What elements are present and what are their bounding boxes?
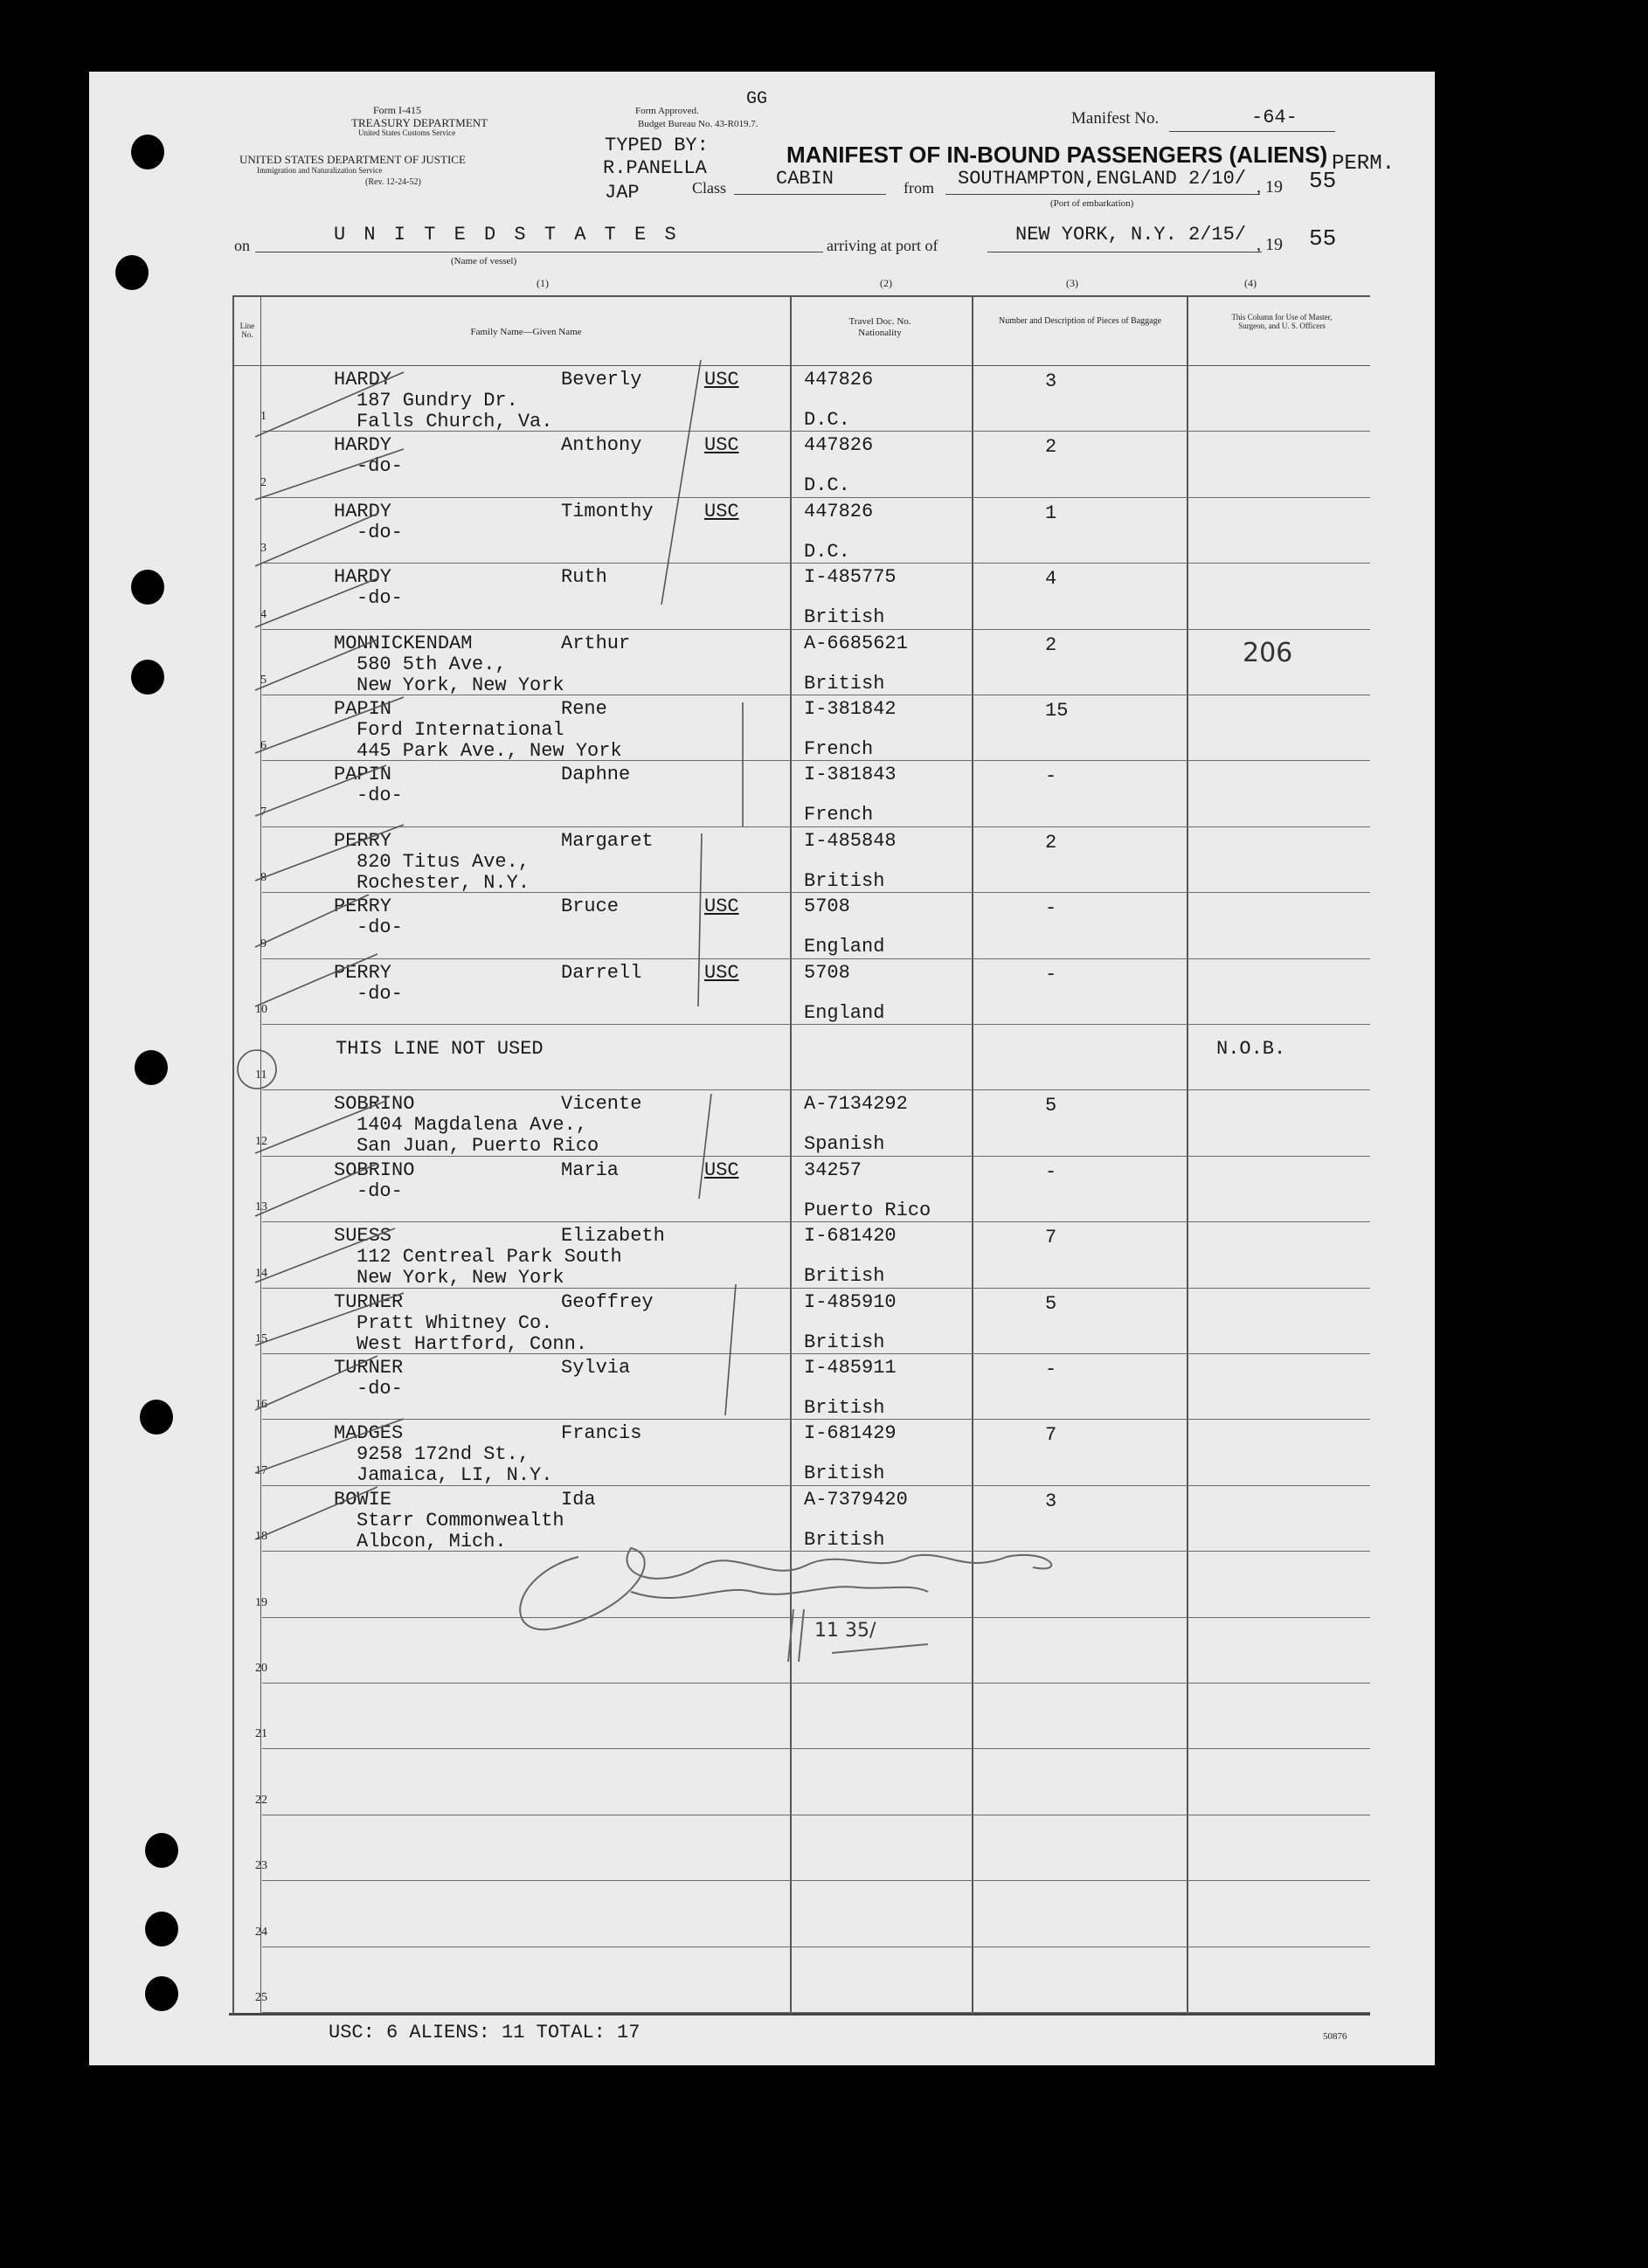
baggage-header: Number and Description of Pieces of Baggage <box>998 316 1162 326</box>
travel-doc-no: 34257 <box>804 1158 862 1181</box>
family-name: PAPIN <box>334 764 392 786</box>
manifest-number: -64- <box>1251 107 1298 128</box>
travel-doc-no: I-381843 <box>804 764 897 786</box>
col-num-1: (1) <box>537 277 549 289</box>
baggage-count: - <box>1045 963 1057 985</box>
given-name: Sylvia <box>561 1357 631 1379</box>
class-label: Class <box>692 179 727 197</box>
arrival-year: 55 <box>1309 225 1337 252</box>
nationality: British <box>804 606 885 629</box>
usc-mark: USC <box>704 1158 739 1181</box>
check-stroke <box>255 449 404 500</box>
handwritten-fraction: 11 35/ <box>814 1620 876 1642</box>
travel-doc-no: I-485848 <box>804 829 897 852</box>
address-line-2: West Hartford, Conn. <box>357 1332 588 1355</box>
travel-doc-no: 447826 <box>804 434 874 457</box>
manifest-no-label: Manifest No. <box>1071 109 1160 128</box>
baggage-count: 7 <box>1045 1424 1057 1447</box>
line-number: 8 <box>260 871 267 885</box>
circle-mark <box>238 1050 276 1089</box>
given-name: Bruce <box>561 895 620 918</box>
line-number: 20 <box>255 1662 267 1675</box>
baggage-count: 15 <box>1045 700 1069 722</box>
travel-doc-no: A-6685621 <box>804 632 908 654</box>
nationality: British <box>804 1528 885 1551</box>
tick-stroke <box>661 360 701 605</box>
handwritten-marks <box>89 72 1435 2065</box>
given-name: Anthony <box>561 434 642 457</box>
line-number: 7 <box>260 805 267 819</box>
check-stroke <box>255 369 404 437</box>
baggage-count: - <box>1045 897 1057 920</box>
address-line-1: 1404 Magdalena Ave., <box>357 1114 588 1137</box>
family-name: SOBRINO <box>334 1158 415 1181</box>
line-no-header: Line No. <box>239 322 255 340</box>
family-name: PERRY <box>334 829 392 852</box>
given-name: Arthur <box>561 632 631 654</box>
baggage-count: - <box>1045 1359 1057 1380</box>
line-number: 23 <box>255 1859 267 1873</box>
address-line-2: New York, New York <box>357 1267 564 1290</box>
check-stroke <box>255 697 404 753</box>
address-line-1: -do- <box>357 785 403 807</box>
from-label: from <box>904 179 934 197</box>
line-number: 24 <box>255 1925 267 1939</box>
address-line-2: Falls Church, Va. <box>357 411 553 432</box>
nationality: French <box>804 804 874 826</box>
form-approved: Form Approved. <box>635 106 699 116</box>
nationality: French <box>804 738 874 760</box>
line-number: 6 <box>260 739 267 753</box>
family-name: PERRY <box>334 961 392 984</box>
manifest-sheet <box>89 72 1435 2065</box>
address-line-2: Rochester, N.Y. <box>357 871 530 894</box>
tick-stroke <box>699 1094 711 1199</box>
tick-stroke <box>698 833 702 1006</box>
totals-line: USC: 6 ALIENS: 11 TOTAL: 17 <box>329 2022 641 2043</box>
typist-name: R.PANELLA <box>603 157 707 179</box>
nationality: D.C. <box>804 540 850 563</box>
treasury-dept: TREASURY DEPARTMENT <box>351 116 488 129</box>
family-name: PERRY <box>334 895 392 918</box>
given-name: Margaret <box>561 829 654 852</box>
family-name: BOWIE <box>334 1488 392 1511</box>
officer-note: 206 <box>1243 637 1293 668</box>
baggage-count: 7 <box>1045 1227 1057 1249</box>
check-stroke <box>255 578 377 627</box>
customs-service: United States Customs Service <box>358 128 456 137</box>
address-line-1: -do- <box>357 1378 403 1400</box>
given-name: Vicente <box>561 1093 642 1116</box>
nationality: D.C. <box>804 474 850 497</box>
given-name: Geoffrey <box>561 1290 654 1313</box>
form-code: 50876 <box>1323 2031 1347 2042</box>
given-name: Rene <box>561 698 607 720</box>
family-name: MONNICKENDAM <box>334 632 473 654</box>
usc-mark: USC <box>704 500 739 522</box>
col-num-4: (4) <box>1244 277 1257 289</box>
travel-doc-no: 5708 <box>804 895 850 918</box>
check-stroke <box>255 514 377 566</box>
line-number: 25 <box>255 1991 267 2004</box>
baggage-count: 5 <box>1045 1095 1057 1117</box>
check-stroke <box>255 895 369 947</box>
check-stroke <box>255 1164 377 1216</box>
embark-year: 55 <box>1309 168 1337 194</box>
address-line-2: 445 Park Ave., New York <box>357 740 622 762</box>
address-line-1: -do- <box>357 521 403 543</box>
port-embarkation-caption: (Port of embarkation) <box>1050 198 1134 209</box>
given-name: Francis <box>561 1422 642 1445</box>
check-stroke <box>255 954 377 1006</box>
tick-stroke <box>725 1284 736 1415</box>
address-line-2: San Juan, Puerto Rico <box>357 1135 599 1158</box>
baggage-count: - <box>1045 765 1057 788</box>
check-stroke <box>255 1101 386 1153</box>
usc-mark: USC <box>704 369 739 391</box>
address-line-1: 112 Centreal Park South <box>357 1246 622 1269</box>
line-number: 12 <box>255 1134 267 1148</box>
baggage-count: 5 <box>1045 1292 1057 1315</box>
baggage-count: 1 <box>1045 501 1057 524</box>
travel-doc-no: I-485775 <box>804 566 897 589</box>
family-name: TURNER <box>334 1357 404 1379</box>
baggage-count: 3 <box>1045 370 1057 392</box>
family-name: TURNER <box>334 1290 404 1313</box>
justice-dept: UNITED STATES DEPARTMENT OF JUSTICE <box>239 153 466 166</box>
nationality: England <box>804 1001 885 1024</box>
address-line-1: -do- <box>357 916 403 939</box>
gg-mark: GG <box>746 89 768 109</box>
col-num-2: (2) <box>880 277 892 289</box>
line-number: 10 <box>255 1003 267 1016</box>
given-name: Ida <box>561 1488 596 1511</box>
nationality: British <box>804 672 885 695</box>
family-name: SUESS <box>334 1225 392 1248</box>
address-line-1: 9258 172nd St., <box>357 1443 530 1466</box>
line-number: 21 <box>255 1727 267 1741</box>
travel-doc-no: I-681429 <box>804 1422 897 1445</box>
typed-by-label: TYPED BY: <box>605 135 709 156</box>
check-stroke <box>255 1290 404 1345</box>
budget-bureau: Budget Bureau No. 43-R019.7. <box>638 119 758 129</box>
check-stroke <box>255 1419 404 1473</box>
family-name: HARDY <box>334 434 392 457</box>
given-name: Daphne <box>561 764 631 786</box>
nationality: Puerto Rico <box>804 1199 931 1221</box>
perm-mark: PERM. <box>1332 152 1395 176</box>
line-number: 14 <box>255 1266 267 1280</box>
family-name: HARDY <box>334 500 392 522</box>
given-name: Timonthy <box>561 500 654 522</box>
embark-port: SOUTHAMPTON,ENGLAND 2/10/ <box>958 168 1247 190</box>
line-number: 2 <box>260 475 267 489</box>
family-name: HARDY <box>334 369 392 391</box>
baggage-count: 2 <box>1045 831 1057 854</box>
line-number: 19 <box>255 1595 267 1609</box>
manifest-title: MANIFEST OF IN-BOUND PASSENGERS (ALIENS) <box>786 142 1328 168</box>
usc-mark: USC <box>704 895 739 918</box>
usc-mark: USC <box>704 961 739 984</box>
year-prefix-1: , 19 <box>1257 177 1283 197</box>
baggage-count: 3 <box>1045 1490 1057 1512</box>
baggage-count: - <box>1045 1160 1057 1183</box>
line-number: 1 <box>260 410 267 424</box>
family-name: SOBRINO <box>334 1093 415 1116</box>
travel-doc-no: I-485910 <box>804 1290 897 1313</box>
nationality: British <box>804 1397 885 1419</box>
line-number: 3 <box>260 542 267 556</box>
line-number: 16 <box>255 1398 267 1412</box>
line-number: 18 <box>255 1530 267 1544</box>
line-number: 5 <box>260 674 267 687</box>
year-prefix-2: , 19 <box>1257 235 1283 254</box>
travel-doc-no: I-485911 <box>804 1357 897 1379</box>
nationality: D.C. <box>804 409 850 431</box>
on-label: on <box>234 237 250 254</box>
vessel-caption: (Name of vessel) <box>451 256 517 266</box>
form-number: Form I-415 <box>373 104 421 116</box>
family-name: PAPIN <box>334 698 392 720</box>
nationality: British <box>804 869 885 892</box>
address-line-1: 580 5th Ave., <box>357 653 507 675</box>
name-header: Family Name—Given Name <box>470 327 582 337</box>
signature-mark <box>520 1548 1051 1662</box>
baggage-count: 2 <box>1045 633 1057 656</box>
address-line-1: -do- <box>357 1179 403 1202</box>
vessel-name: U N I T E D S T A T E S <box>334 224 680 245</box>
address-line-1: -do- <box>357 455 403 478</box>
given-name: Ruth <box>561 566 607 589</box>
address-line-1: -do- <box>357 982 403 1005</box>
travel-doc-no: I-681420 <box>804 1225 897 1248</box>
travel-doc-no: I-381842 <box>804 698 897 720</box>
officer-note: N.O.B. <box>1216 1038 1286 1060</box>
given-name: Beverly <box>561 369 642 391</box>
line-number: 15 <box>255 1332 267 1345</box>
family-name: THIS LINE NOT USED <box>336 1038 544 1060</box>
line-number: 11 <box>255 1068 267 1082</box>
line-number: 4 <box>260 607 267 621</box>
travel-doc-no: 447826 <box>804 500 874 522</box>
nationality: England <box>804 936 885 958</box>
revision: (Rev. 12-24-52) <box>365 177 421 187</box>
address-line-1: Starr Commonwealth <box>357 1509 564 1532</box>
travel-doc-no: A-7379420 <box>804 1488 908 1511</box>
baggage-count: 4 <box>1045 568 1057 591</box>
check-stroke <box>255 765 386 816</box>
family-name: HARDY <box>334 566 392 589</box>
nationality: British <box>804 1331 885 1353</box>
arrival-port: NEW YORK, N.Y. 2/15/ <box>1015 224 1247 245</box>
address-line-1: -do- <box>357 587 403 610</box>
address-line-1: Ford International <box>357 719 564 741</box>
check-stroke <box>255 825 404 881</box>
travel-doc-no: 5708 <box>804 961 850 984</box>
travel-doc-no: 447826 <box>804 369 874 391</box>
given-name: Elizabeth <box>561 1225 665 1248</box>
address-line-1: 820 Titus Ave., <box>357 850 530 873</box>
check-stroke <box>255 1487 377 1539</box>
address-line-1: 187 Gundry Dr. <box>357 390 518 411</box>
travel-doc-no: A-7134292 <box>804 1093 908 1116</box>
line-number: 13 <box>255 1200 267 1214</box>
arriving-label: arriving at port of <box>827 237 938 254</box>
address-line-2: New York, New York <box>357 674 564 696</box>
officers-header: This Column for Use of Master, Surgeon, and U. S. Officers <box>1231 313 1333 331</box>
check-stroke <box>255 640 377 690</box>
family-name: MADGES <box>334 1422 404 1445</box>
typist-initials: JAP <box>605 182 640 204</box>
check-stroke <box>255 1356 377 1410</box>
ins-service: Immigration and Naturalization Service <box>257 166 383 175</box>
address-line-2: Albcon, Mich. <box>357 1530 507 1552</box>
given-name: Maria <box>561 1158 620 1181</box>
usc-mark: USC <box>704 434 739 457</box>
col-num-3: (3) <box>1066 277 1078 289</box>
nationality: British <box>804 1462 885 1485</box>
line-number: 9 <box>260 937 267 951</box>
class-value: CABIN <box>776 168 834 190</box>
address-line-2: Jamaica, LI, N.Y. <box>357 1464 553 1487</box>
nationality: Spanish <box>804 1133 885 1156</box>
baggage-count: 2 <box>1045 436 1057 459</box>
nationality: British <box>804 1265 885 1288</box>
travel-doc-header: Travel Doc. No. Nationality <box>848 316 911 338</box>
line-number: 17 <box>255 1463 267 1477</box>
address-line-1: Pratt Whitney Co. <box>357 1311 553 1334</box>
check-stroke <box>255 1225 395 1283</box>
given-name: Darrell <box>561 961 642 984</box>
line-number: 22 <box>255 1793 267 1807</box>
